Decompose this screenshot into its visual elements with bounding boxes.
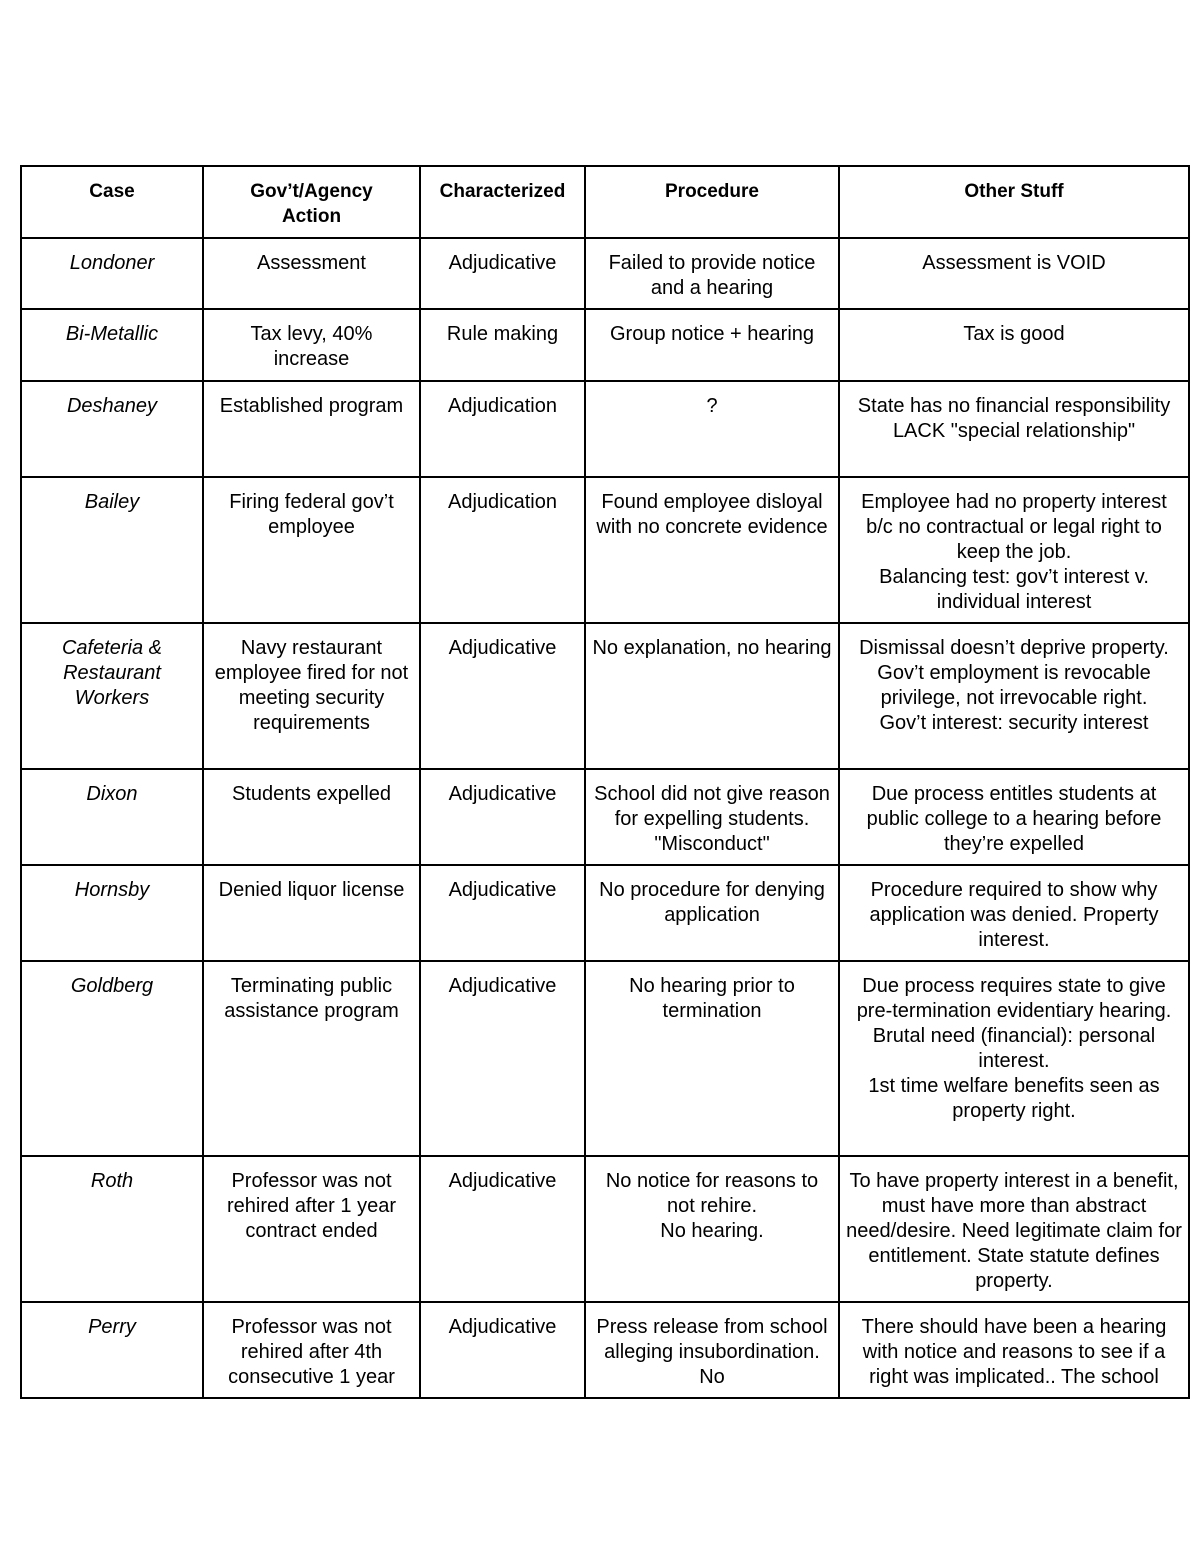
- action-cell: Established program: [203, 381, 420, 477]
- other-cell: Tax is good: [839, 309, 1189, 381]
- action-cell: Students expelled: [203, 769, 420, 865]
- case-name-cell: Goldberg: [21, 961, 203, 1156]
- characterized-cell: Rule making: [420, 309, 585, 381]
- case-name-cell: Perry: [21, 1302, 203, 1398]
- characterized-cell: Adjudicative: [420, 769, 585, 865]
- table-row: [21, 769, 1189, 865]
- characterized-cell: Adjudicative: [420, 961, 585, 1156]
- table-row: [21, 309, 1189, 381]
- table-row: [21, 477, 1189, 623]
- table-row: [21, 1302, 1189, 1398]
- procedure-cell: Found employee disloyal with no concrete evidence: [585, 477, 839, 623]
- other-cell: State has no financial responsibility LACK "special relationship": [839, 381, 1189, 477]
- characterized-cell: Adjudicative: [420, 238, 585, 309]
- procedure-cell: No hearing prior to termination: [585, 961, 839, 1156]
- action-cell: Firing federal gov’t employee: [203, 477, 420, 623]
- table-row: [21, 865, 1189, 961]
- case-name-cell: Deshaney: [21, 381, 203, 477]
- procedure-cell: No explanation, no hearing: [585, 623, 839, 769]
- header-characterized: Characterized: [420, 166, 585, 238]
- action-cell: Tax levy, 40% increase: [203, 309, 420, 381]
- characterized-cell: Adjudication: [420, 381, 585, 477]
- other-cell: Due process requires state to give pre-termination evidentiary hearing. Brutal need (financial): personal interest. 1st time welfare benefits seen as property right.: [839, 961, 1189, 1156]
- procedure-cell: Failed to provide notice and a hearing: [585, 238, 839, 309]
- action-cell: Professor was not rehired after 4th consecutive 1 year: [203, 1302, 420, 1398]
- procedure-cell: Press release from school alleging insubordination. No: [585, 1302, 839, 1398]
- procedure-cell: Group notice + hearing: [585, 309, 839, 381]
- table-row: [21, 961, 1189, 1156]
- characterized-cell: Adjudication: [420, 477, 585, 623]
- table-row: [21, 238, 1189, 309]
- other-cell: There should have been a hearing with notice and reasons to see if a right was implicated.. The school: [839, 1302, 1189, 1398]
- case-name-cell: Roth: [21, 1156, 203, 1302]
- other-cell: Procedure required to show why application was denied. Property interest.: [839, 865, 1189, 961]
- case-name-cell: Bailey: [21, 477, 203, 623]
- other-cell: Assessment is VOID: [839, 238, 1189, 309]
- action-cell: Assessment: [203, 238, 420, 309]
- procedure-cell: School did not give reason for expelling students. "Misconduct": [585, 769, 839, 865]
- case-name-cell: Dixon: [21, 769, 203, 865]
- characterized-cell: Adjudicative: [420, 623, 585, 769]
- characterized-cell: Adjudicative: [420, 1156, 585, 1302]
- header-other: Other Stuff: [839, 166, 1189, 238]
- procedure-cell: No procedure for denying application: [585, 865, 839, 961]
- case-name-cell: Hornsby: [21, 865, 203, 961]
- case-name-cell: Bi-Metallic: [21, 309, 203, 381]
- action-cell: Navy restaurant employee fired for not meeting security requirements: [203, 623, 420, 769]
- table-row: [21, 1156, 1189, 1302]
- action-cell: Denied liquor license: [203, 865, 420, 961]
- case-name-cell: Londoner: [21, 238, 203, 309]
- table-row: [21, 381, 1189, 477]
- header-procedure: Procedure: [585, 166, 839, 238]
- other-cell: Due process entitles students at public college to a hearing before they’re expelled: [839, 769, 1189, 865]
- other-cell: To have property interest in a benefit, must have more than abstract need/desire. Need legitimate claim for entitlement. State statute defines property.: [839, 1156, 1189, 1302]
- table-row: [21, 623, 1189, 769]
- characterized-cell: Adjudicative: [420, 1302, 585, 1398]
- procedure-cell: ?: [585, 381, 839, 477]
- other-cell: Dismissal doesn’t deprive property. Gov’t employment is revocable privilege, not irrevocable right. Gov’t interest: security interest: [839, 623, 1189, 769]
- header-action: Gov’t/Agency Action: [203, 166, 420, 238]
- header-case: Case: [21, 166, 203, 238]
- action-cell: Terminating public assistance program: [203, 961, 420, 1156]
- case-table: [20, 165, 1190, 1399]
- case-name-cell: Cafeteria & Restaurant Workers: [21, 623, 203, 769]
- characterized-cell: Adjudicative: [420, 865, 585, 961]
- action-cell: Professor was not rehired after 1 year contract ended: [203, 1156, 420, 1302]
- other-cell: Employee had no property interest b/c no contractual or legal right to keep the job. Balancing test: gov’t interest v. individual interest: [839, 477, 1189, 623]
- procedure-cell: No notice for reasons to not rehire. No hearing.: [585, 1156, 839, 1302]
- header-row: [21, 166, 1189, 238]
